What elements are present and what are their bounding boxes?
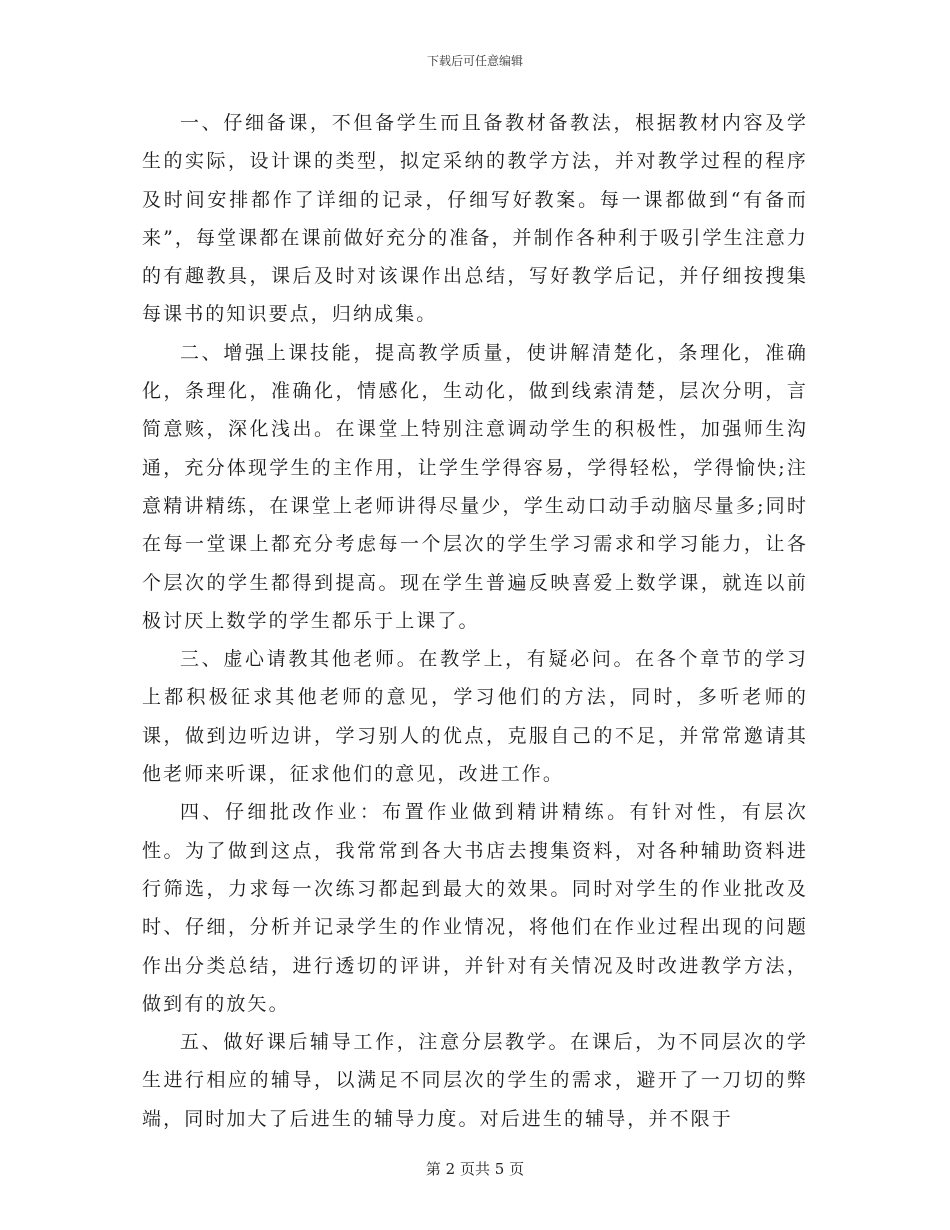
paragraph-5: 五、做好课后辅导工作，注意分层教学。在课后，为不同层次的学生进行相应的辅导，以满足不同层次的学生的需求，避开了一刀切的弊端，同时加大了后进生的辅导力度。对后进生的辅导，并不限于 (142, 1031, 808, 1130)
paragraph-3: 三、虚心请教其他老师。在教学上，有疑必问。在各个章节的学习上都积极征求其他老师的意见，学习他们的方法，同时，多听老师的课，做到边听边讲，学习别人的优点，克服自己的不足，并常常邀请其他老师来听课，征求他们的意见，改进工作。 (142, 648, 808, 786)
paragraph-4: 四、仔细批改作业：布置作业做到精讲精练。有针对性，有层次性。为了做到这点，我常常到各大书店去搜集资料，对各种辅助资料进行筛选，力求每一次练习都起到最大的效果。同时对学生的作业批改及时、仔细，分析并记录学生的作业情况，将他们在作业过程出现的问题作出分类总结，进行透切的评讲，并针对有关情况及时改进教学方法，做到有的放矢。 (142, 801, 808, 1015)
document-body (142, 104, 808, 1138)
page-footer: 第 2 页共 5 页 (425, 1160, 525, 1178)
paragraph-2: 二、增强上课技能，提高教学质量，使讲解清楚化，条理化，准确化，条理化，准确化，情感化，生动化，做到线索清楚，层次分明，言简意赅，深化浅出。在课堂上特别注意调动学生的积极性，加强师生沟通，充分体现学生的主作用，让学生学得容易，学得轻松，学得愉快;注意精讲精练，在课堂上老师讲得尽量少，学生动口动手动脑尽量多;同时在每一堂课上都充分考虑每一个层次的学生学习需求和学习能力，让各个层次的学生都得到提高。现在学生普遍反映喜爱上数学课，就连以前极讨厌上数学的学生都乐于上课了。 (142, 341, 808, 632)
paragraph-1: 一、仔细备课，不但备学生而且备教材备教法，根据教材内容及学生的实际，设计课的类型，拟定采纳的教学方法，并对教学过程的程序及时间安排都作了详细的记录，仔细写好教案。每一课都做到“有备而来”，每堂课都在课前做好充分的准备，并制作各种利于吸引学生注意力的有趣教具，课后及时对该课作出总结，写好教学后记，并仔细按搜集每课书的知识要点，归纳成集。 (142, 112, 808, 326)
page-header: 下载后可任意编辑 (426, 54, 523, 68)
